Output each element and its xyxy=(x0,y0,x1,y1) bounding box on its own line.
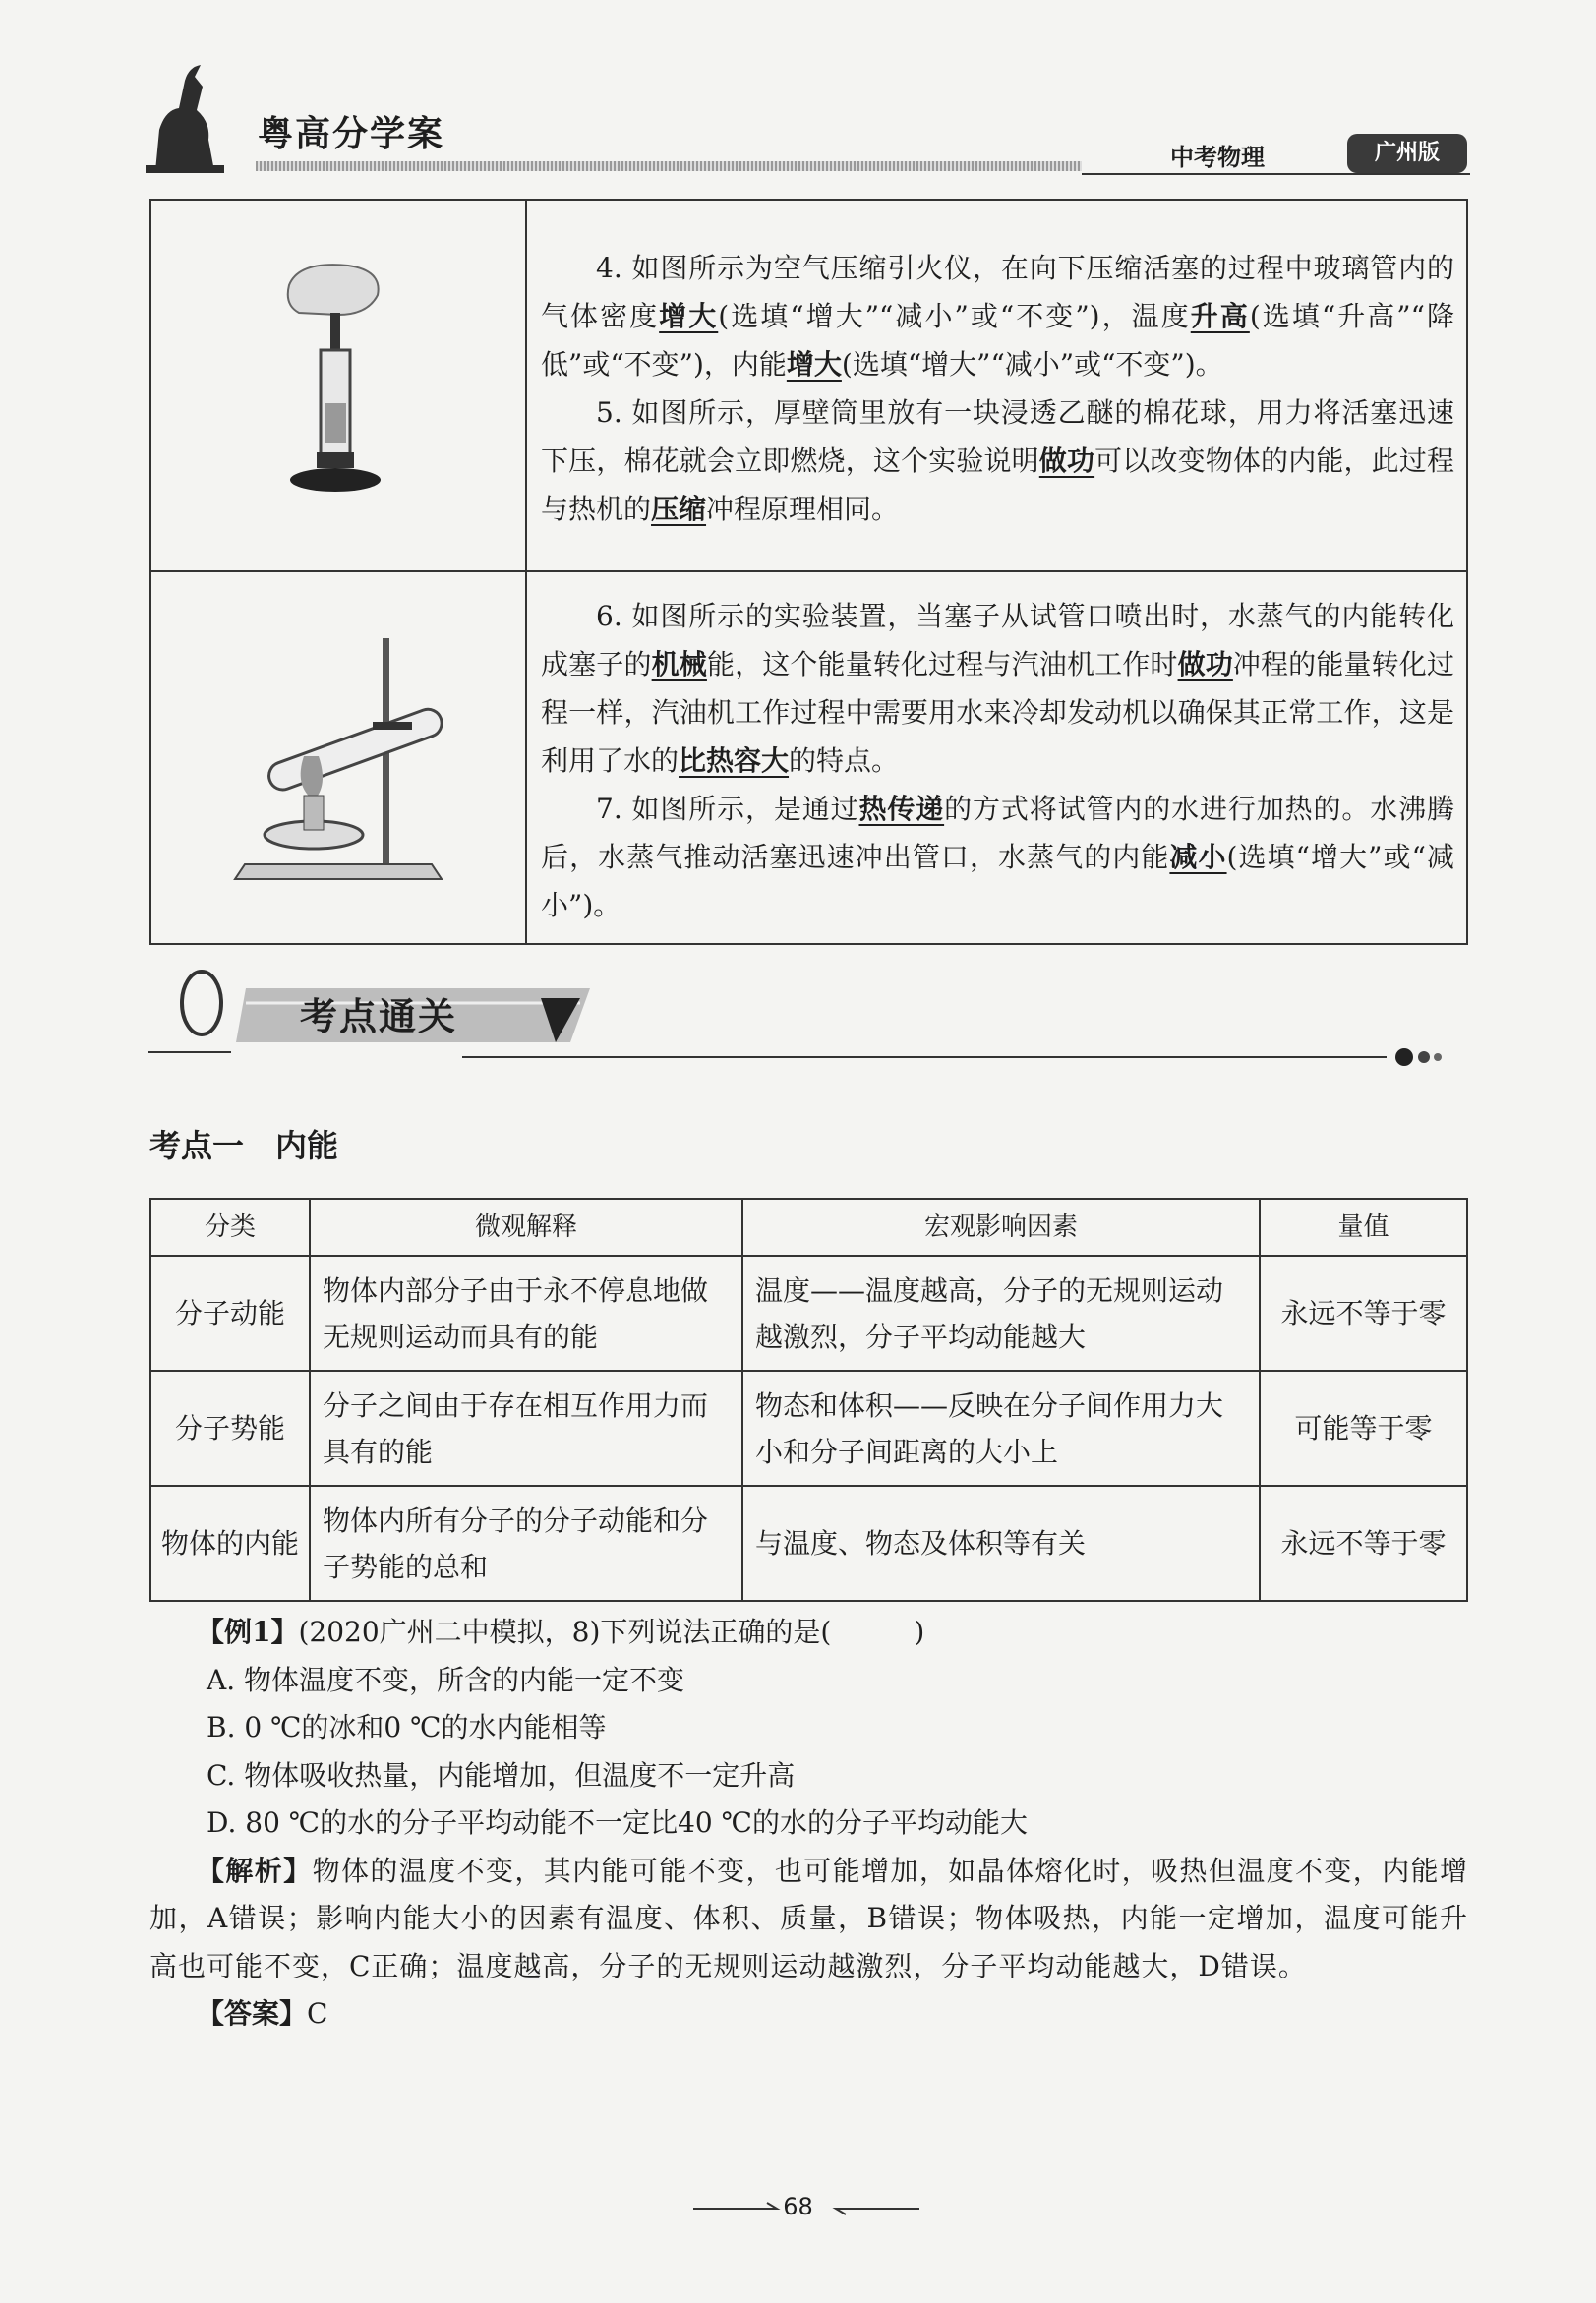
answer-fill: 做功 xyxy=(1038,444,1095,477)
option-d: D. 80 ℃的水的分子平均动能不一定比40 ℃的水的分子平均动能大 xyxy=(207,1806,1028,1839)
analysis-text: 物体的温度不变，其内能可能不变，也可能增加，如晶体熔化时，吸热但温度不变，内能增加，A错误；影响内能大小的因素有温度、体积、质量，B错误；物体吸热，内能一定增加，温度可能升高也可能不变，C正确；温度越高，分子的无规则运动越激烈，分子平均动能越大，D错误。 xyxy=(149,1854,1468,1982)
question-text: 5. 如图所示，厚壁筒里放有一块浸透乙醚的棉花球，用力将活塞迅速下压，棉花就会立即燃烧，这个实验说明 xyxy=(541,396,1454,477)
question-paragraph xyxy=(541,244,1454,388)
goat-logo-icon xyxy=(146,61,224,175)
question-paragraph xyxy=(541,592,1454,785)
column-header: 宏观影响因素 xyxy=(742,1199,1260,1256)
table-cell: 物体内所有分子的分子动能和分子势能的总和 xyxy=(310,1486,742,1601)
analysis-tag: 【解析】 xyxy=(197,1854,313,1887)
internal-energy-table xyxy=(149,1198,1468,1602)
book-title: 粤高分学案 xyxy=(258,114,445,154)
question-text: (选填“增大”“减小”或“不变”)。 xyxy=(841,348,1223,381)
question-paragraph xyxy=(541,785,1454,929)
table-cell: 分子势能 xyxy=(150,1371,310,1486)
table-cell: 分子之间由于存在相互作用力而具有的能 xyxy=(310,1371,742,1486)
answer xyxy=(149,1990,1468,2038)
question-text: (选填“增大”“减小”或“不变”)，温度 xyxy=(718,300,1191,332)
table-cell: 温度——温度越高，分子的无规则运动越激烈，分子平均动能越大 xyxy=(742,1256,1260,1371)
example-question: (2020广州二中模拟，8)下列说法正确的是( ) xyxy=(298,1616,925,1648)
question-text: (选填“增大”或“减小”)。 xyxy=(541,841,1454,921)
table-cell: 永远不等于零 xyxy=(1260,1486,1467,1601)
answer-fill: 减小 xyxy=(1169,841,1227,873)
questions-6-7 xyxy=(526,571,1467,944)
example-stem xyxy=(149,1609,1468,1657)
option-c: C. 物体吸收热量，内能增加，但温度不一定升高 xyxy=(207,1758,796,1792)
answer-fill: 热传递 xyxy=(858,793,945,825)
header-rule-right xyxy=(1082,173,1470,175)
question-paragraph xyxy=(541,388,1454,533)
figure-cell xyxy=(150,200,526,571)
air-compression-igniter-image xyxy=(260,256,417,511)
answer-fill: 升高 xyxy=(1190,300,1250,332)
leaf-decoration-icon xyxy=(182,972,221,1034)
question-text: 7. 如图所示，是通过 xyxy=(596,793,859,825)
review-table xyxy=(149,199,1468,945)
table-cell: 与温度、物态及体积等有关 xyxy=(742,1486,1260,1601)
answer-value: C xyxy=(307,1997,328,2030)
question-text: (选填“升高”“降低”或“不变”)，内能 xyxy=(541,300,1454,381)
answer-fill: 做功 xyxy=(1177,648,1233,680)
column-header: 分类 xyxy=(150,1199,310,1256)
subject-label: 中考物理 xyxy=(1170,144,1265,171)
question-text: 能，这个能量转化过程与汽油机工作时 xyxy=(706,648,1178,680)
questions-4-5 xyxy=(526,200,1467,571)
header-rule xyxy=(256,161,1082,171)
test-tube-heating-apparatus-image xyxy=(225,628,451,884)
option-a: A. 物体温度不变，所含的内能一定不变 xyxy=(207,1663,685,1696)
example-1 xyxy=(149,1609,1468,2038)
edition-badge: 广州版 xyxy=(1347,134,1467,173)
answer-fill: 增大 xyxy=(786,348,842,381)
answer-fill: 增大 xyxy=(659,300,719,332)
figure-cell xyxy=(150,571,526,944)
table-row xyxy=(150,1371,1467,1486)
table-cell: 物态和体积——反映在分子间作用力大小和分子间距离的大小上 xyxy=(742,1371,1260,1486)
section-heading: 考点一 内能 xyxy=(149,1127,339,1164)
question-text: 的方式将试管内的水进行加热的。水沸腾后，水蒸气推动活塞迅速冲出管口，水蒸气的内能 xyxy=(541,793,1454,873)
table-row xyxy=(150,571,1467,944)
table-row xyxy=(150,200,1467,571)
table-cell: 物体的内能 xyxy=(150,1486,310,1601)
question-text: 6. 如图所示的实验装置，当塞子从试管口喷出时，水蒸气的内能转化成塞子的 xyxy=(541,600,1454,680)
question-text: 4. 如图所示为空气压缩引火仪，在向下压缩活塞的过程中玻璃管内的气体密度 xyxy=(541,252,1454,332)
question-text: 冲程的能量转化过程一样，汽油机工作过程中需要用水来冷却发动机以确保其正常工作，这是利用了水的 xyxy=(541,648,1454,777)
table-cell: 可能等于零 xyxy=(1260,1371,1467,1486)
page-number: 68 xyxy=(783,2193,813,2220)
answer-fill: 比热容大 xyxy=(679,744,790,777)
table-row xyxy=(150,1256,1467,1371)
table-cell: 永远不等于零 xyxy=(1260,1256,1467,1371)
table-cell: 分子动能 xyxy=(150,1256,310,1371)
banner-title: 考点通关 xyxy=(300,995,458,1038)
answer-fill: 机械 xyxy=(651,648,707,680)
table-cell: 物体内部分子由于永不停息地做无规则运动而具有的能 xyxy=(310,1256,742,1371)
question-text: 的特点。 xyxy=(789,744,900,777)
option-b: B. 0 ℃的冰和0 ℃的水内能相等 xyxy=(207,1711,607,1743)
column-header: 量值 xyxy=(1260,1199,1467,1256)
column-header: 微观解释 xyxy=(310,1199,742,1256)
answer-tag: 【答案】 xyxy=(197,1997,308,2030)
question-text: 冲程原理相同。 xyxy=(706,493,900,525)
question-text: 可以改变物体的内能，此过程与热机的 xyxy=(541,444,1454,525)
answer-fill: 压缩 xyxy=(651,493,707,525)
analysis xyxy=(149,1848,1468,1991)
table-row xyxy=(150,1486,1467,1601)
example-tag: 【例1】 xyxy=(197,1616,299,1648)
table-header-row xyxy=(150,1199,1467,1256)
